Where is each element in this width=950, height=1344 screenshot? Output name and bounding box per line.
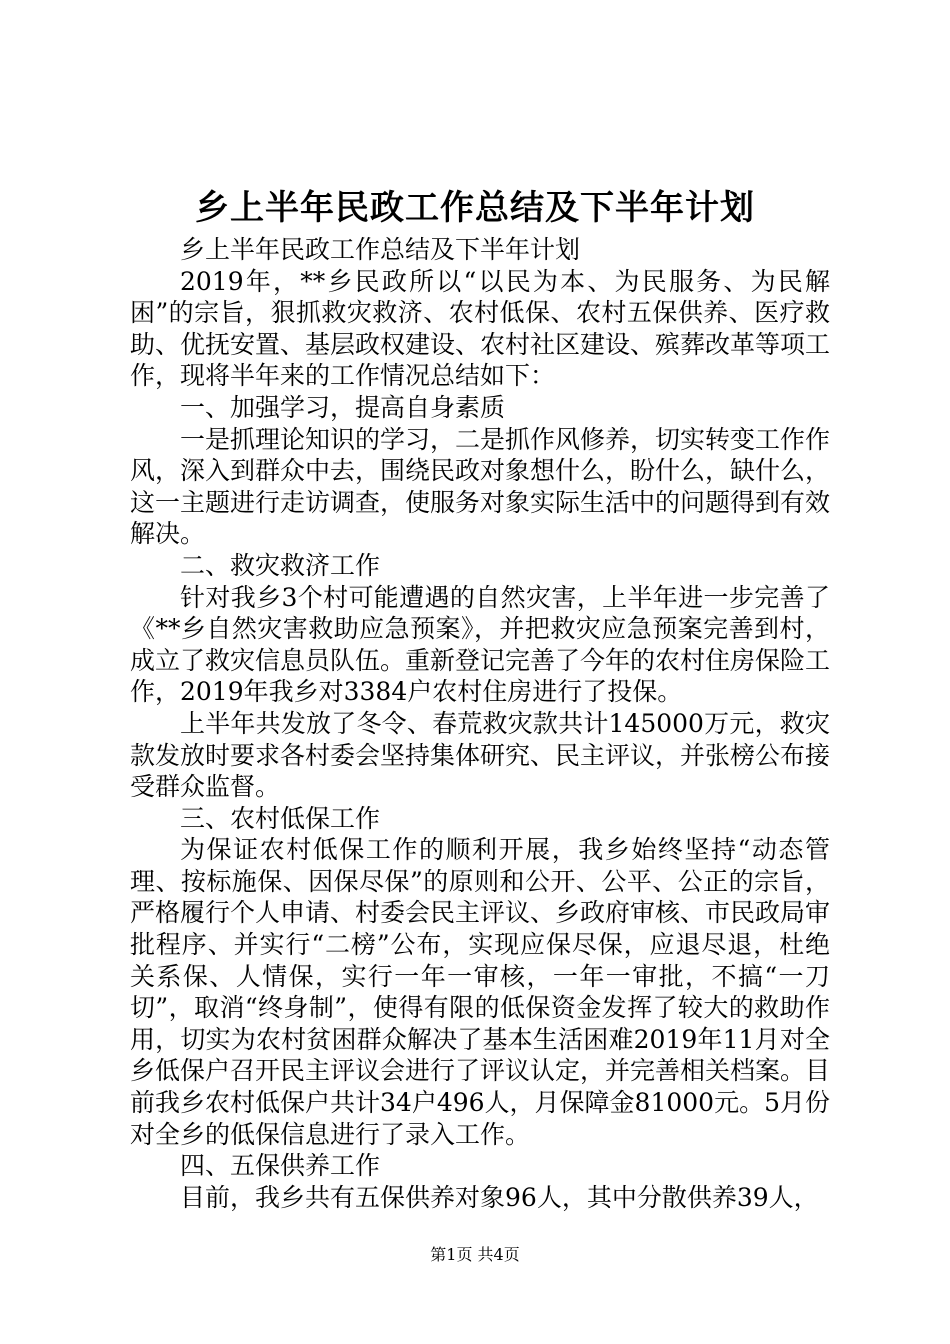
page-footer: 第1页 共4页 [430,1245,520,1264]
paragraph-section-2b: 上半年共发放了冬令、春荒救灾款共计145000万元，救灾款发放时要求各村委会坚持集体研究、民主评议，并张榜公布接受群众监督。 [130,708,831,802]
paragraph-section-2a: 针对我乡3个村可能遭遇的自然灾害，上半年进一步完善了《**乡自然灾害救助应急预案》，并把救灾应急预案完善到村，成立了救灾信息员队伍。重新登记完善了今年的农村住房保险工作，2019年我乡对3384户农村住房进行了投保。 [130,582,831,707]
paragraph-section-3: 为保证农村低保工作的顺利开展，我乡始终坚持“动态管理、按标施保、因保尽保”的原则和公开、公平、公正的宗旨，严格履行个人申请、村委会民主评议、乡政府审核、市民政局审批程序、并实行“二榜”公布，实现应保尽保，应退尽退，杜绝关系保、人情保，实行一年一审核，一年一审批，不搞“一刀切”，取消“终身制”，使得有限的低保资金发挥了较大的救助作用，切实为农村贫困群众解决了基本生活困难2019年11月对全乡低保户召开民主评议会进行了评议认定，并完善相关档案。目前我乡农村低保户共计34户496人，月保障金81000元。5月份对全乡的低保信息进行了录入工作。 [130,835,831,1149]
paragraph-subtitle: 乡上半年民政工作总结及下半年计划 [180,235,581,264]
section-heading-4: 四、五保供养工作 [180,1151,381,1181]
section-heading-1: 一、加强学习，提高自身素质 [180,392,506,422]
section-heading-3: 三、农村低保工作 [180,803,381,833]
section-heading-2: 二、救灾救济工作 [180,550,381,580]
paragraph-section-1: 一是抓理论知识的学习，二是抓作风修养，切实转变工作作风，深入到群众中去，围绕民政对象想什么，盼什么，缺什么，这一主题进行走访调查，使服务对象实际生活中的问题得到有效解决。 [130,424,831,549]
paragraph-section-4: 目前，我乡共有五保供养对象96人，其中分散供养39人， [180,1182,819,1212]
paragraph-intro: 2019年，**乡民政所以“以民为本、为民服务、为民解困”的宗旨，狠抓救灾救济、农村低保、农村五保供养、医疗救助、优抚安置、基层政权建设、农村社区建设、殡葬改革等项工作，现将半年来的工作情况总结如下： [130,266,831,391]
document-title: 乡上半年民政工作总结及下半年计划 [195,188,755,228]
document-body [130,234,830,1213]
